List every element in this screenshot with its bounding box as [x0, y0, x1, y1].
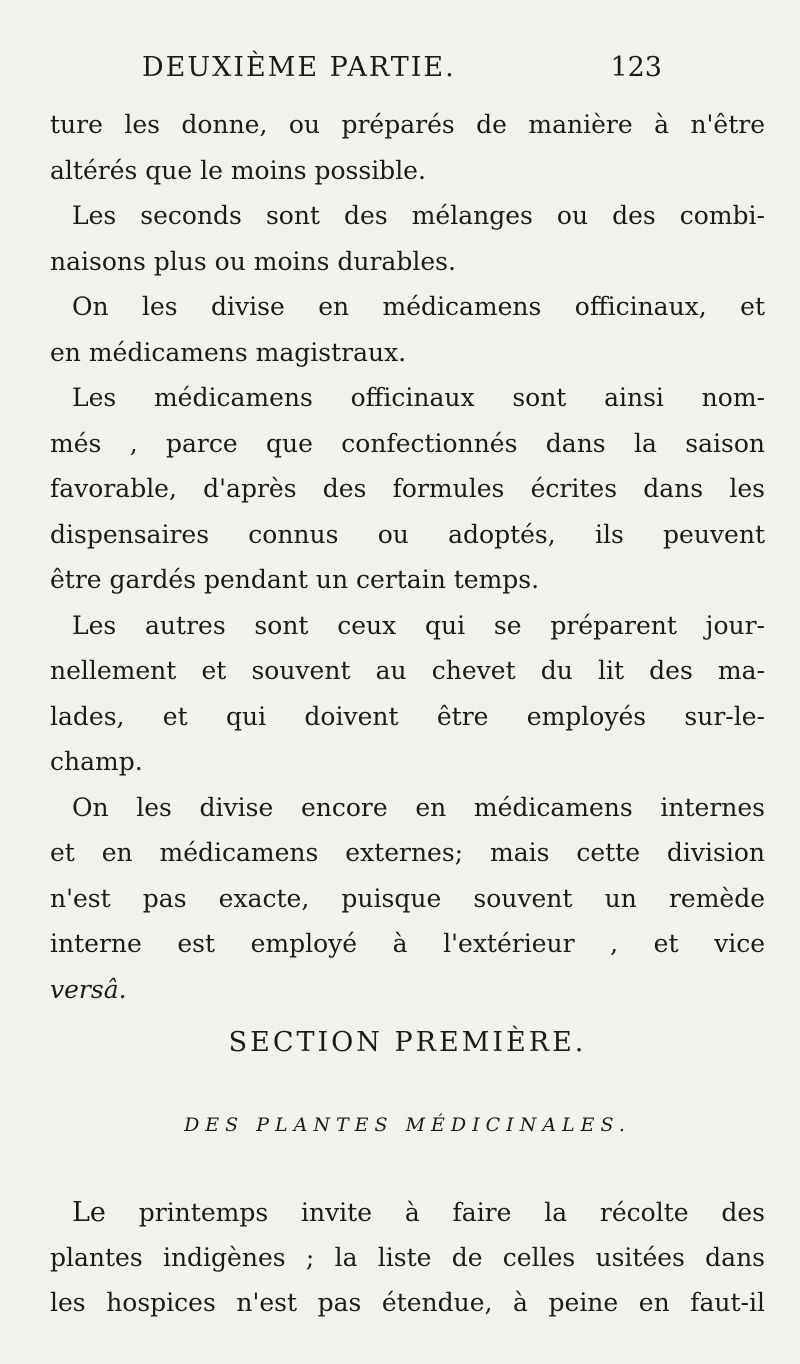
text-line: plantes indigènes ; la liste de celles usitées dans — [50, 1243, 765, 1272]
section-body-text — [50, 1190, 765, 1325]
text-line: altérés que le moins possible. — [50, 155, 426, 185]
text-line: être gardés pendant un certain temps. — [50, 565, 540, 594]
text-line: Les médicamens officinaux sont ainsi nom- — [72, 383, 765, 412]
page-number: 123 — [610, 52, 662, 83]
text-line: n'est pas exacte, puisque souvent un remède — [50, 883, 765, 913]
text-line: favorable, d'après des formules écrites dans les — [50, 474, 765, 503]
text-line: dispensaires connus ou adoptés, ils peuvent — [50, 519, 765, 549]
line-rest: printemps invite à faire la récolte des — [138, 1198, 766, 1227]
first-word: Le — [72, 1197, 106, 1228]
section-title: SECTION PREMIÈRE. — [228, 1027, 587, 1058]
running-head — [142, 52, 662, 92]
text-line — [50, 1190, 765, 1235]
text-line: Les autres sont ceux qui se préparent jour- — [72, 610, 765, 640]
section-subtitle: DES PLANTES MÉDICINALES. — [184, 1114, 631, 1136]
text-line: interne est employé à l'extérieur , et vice — [50, 929, 765, 958]
text-line-italic: versâ. — [50, 974, 127, 1004]
text-line: On les divise en médicamens officinaux, et — [72, 292, 765, 321]
text-line: més , parce que confectionnés dans la saison — [50, 428, 765, 458]
text-line: Les seconds sont des mélanges ou des combi- — [72, 201, 765, 230]
text-line: nellement et souvent au chevet du lit des ma- — [50, 656, 765, 685]
body-text — [50, 102, 765, 1012]
text-line: champ. — [50, 747, 143, 776]
text-line: en médicamens magistraux. — [50, 337, 407, 367]
running-title: DEUXIÈME PARTIE. — [142, 52, 456, 83]
text-line: naisons plus ou moins durables. — [50, 246, 456, 276]
text-line: lades, et qui doivent être employés sur-le- — [50, 701, 765, 731]
text-line: ture les donne, ou préparés de manière à n'être — [50, 110, 765, 139]
text-line: les hospices n'est pas étendue, à peine en faut-il — [50, 1288, 765, 1317]
text-line: et en médicamens externes; mais cette division — [50, 838, 765, 867]
text-line: On les divise encore en médicamens internes — [72, 792, 765, 822]
